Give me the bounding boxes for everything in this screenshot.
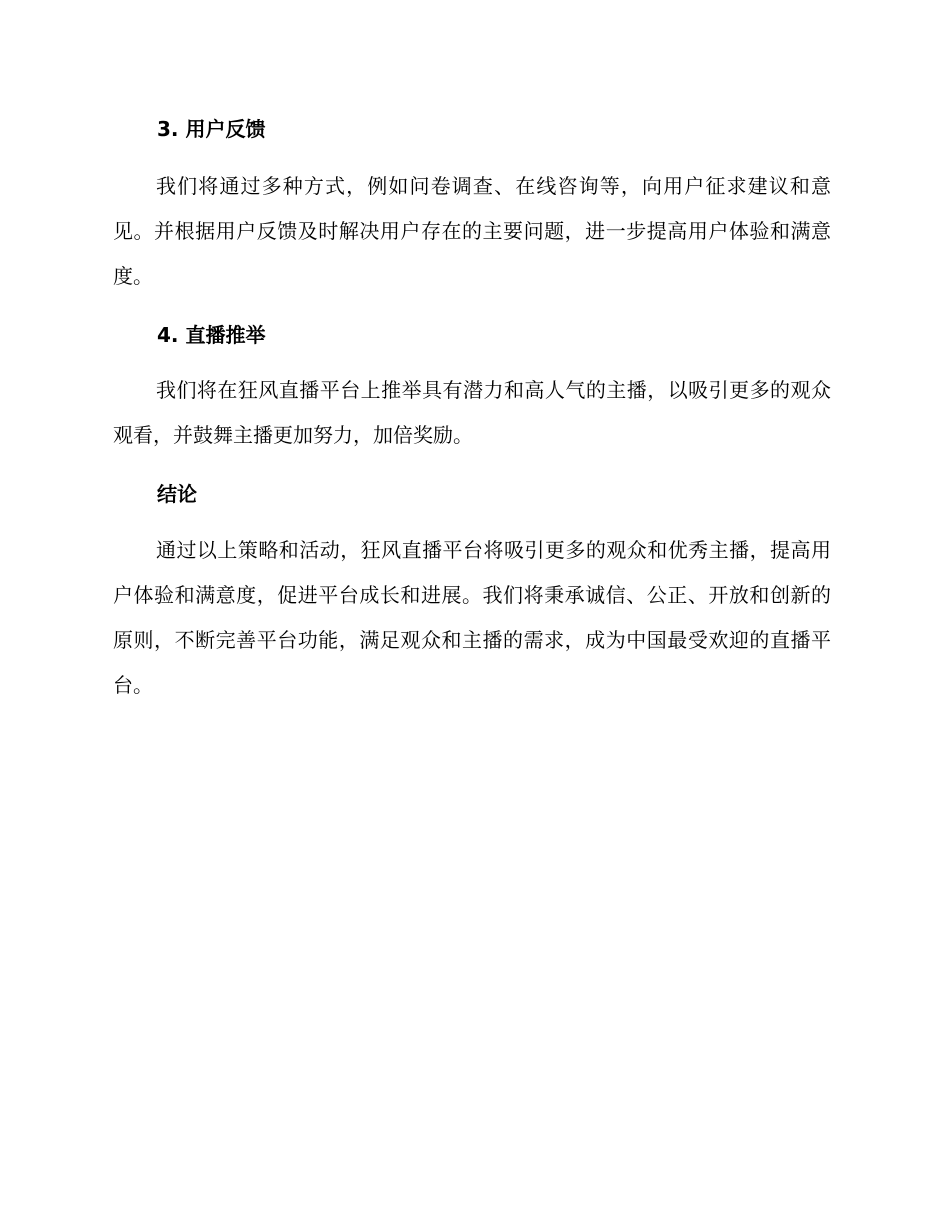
section-heading-live-recommendation: 4. 直播推举 — [157, 323, 266, 347]
section-paragraph-live-recommendation: 我们将在狂风直播平台上推举具有潜力和高人气的主播，以吸引更多的观众观看，并鼓舞主播更加努力，加倍奖励。 — [113, 378, 831, 447]
section-heading-conclusion: 结论 — [157, 482, 197, 506]
section-paragraph-conclusion: 通过以上策略和活动，狂风直播平台将吸引更多的观众和优秀主播，提高用户体验和满意度，促进平台成长和进展。我们将秉承诚信、公正、开放和创新的原则，不断完善平台功能，满足观众和主播的需求，成为中国最受欢迎的直播平台。 — [113, 538, 831, 697]
section-paragraph-user-feedback: 我们将通过多种方式，例如问卷调查、在线咨询等，向用户征求建议和意见。并根据用户反馈及时解决用户存在的主要问题，进一步提高用户体验和满意度。 — [113, 174, 831, 288]
section-heading-user-feedback: 3. 用户反馈 — [157, 117, 266, 141]
